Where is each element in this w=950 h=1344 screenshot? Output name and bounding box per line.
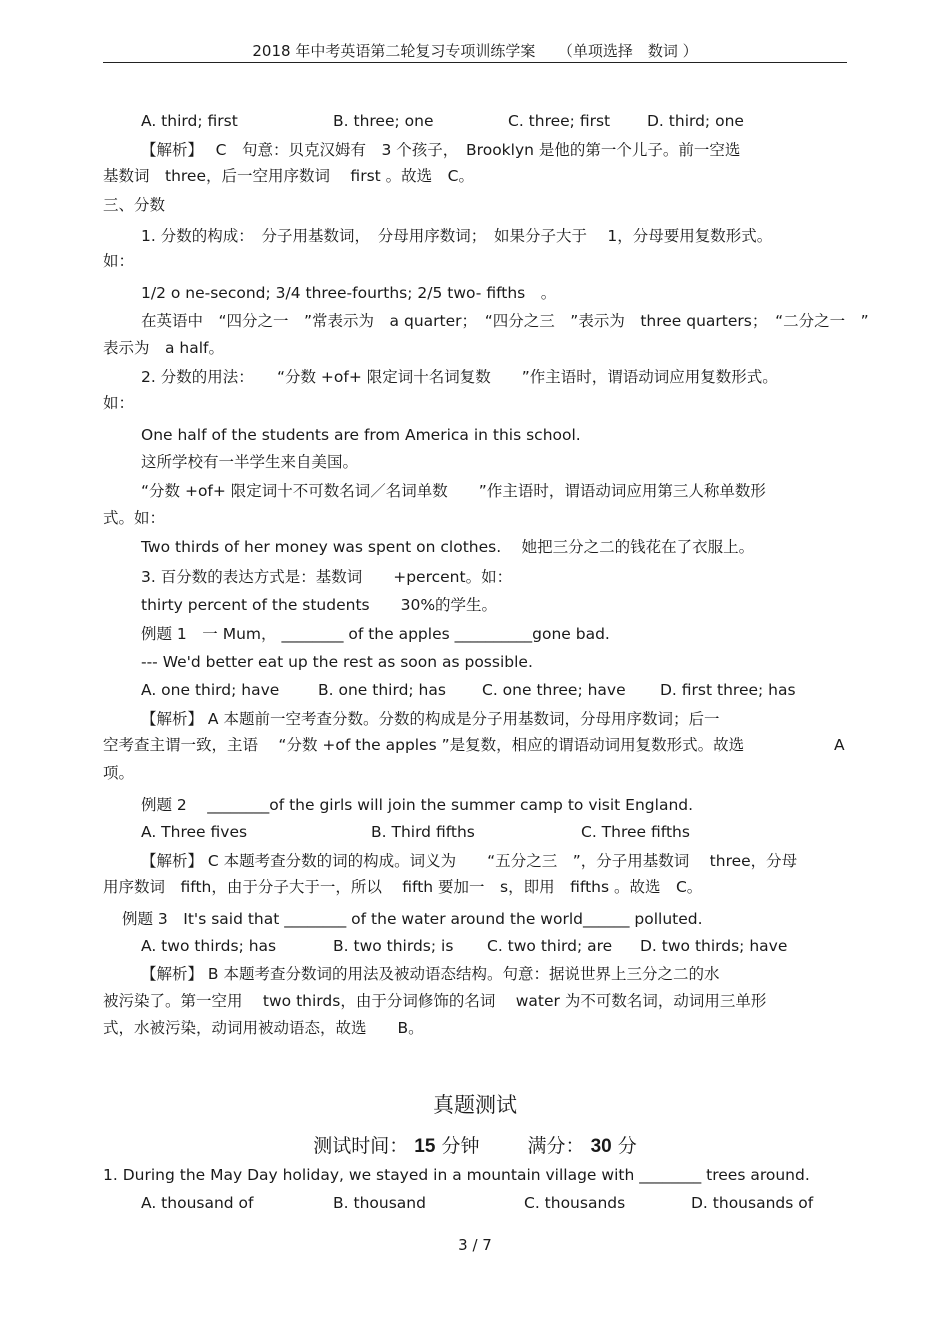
score-unit: 分	[617, 1135, 637, 1157]
example-question: 例题 3 It's said that ________ of the water around the world______ polluted.	[122, 910, 703, 928]
analysis-line: 被污染了。第一空用 two thirds，由于分词修饰的名词 water 为不可数名词，动词用三单形	[103, 992, 767, 1010]
test-time-score	[0, 1131, 950, 1158]
option-d: D. third; one	[647, 112, 744, 130]
page-header: 2018 年中考英语第二轮复习专项训练学案 （单项选择 数词 ）	[252, 42, 698, 60]
test-question: 1. During the May Day holiday, we stayed in a mountain village with ________ trees around.	[103, 1166, 810, 1184]
option-d: D. thousands of	[691, 1194, 814, 1212]
example-line: One half of the students are from America in this school.	[141, 426, 581, 444]
option-b: B. thousand	[333, 1194, 426, 1212]
example-question: 例题 1 一 Mum， ________ of the apples __________gone bad.	[141, 625, 610, 643]
analysis-line: 用序数词 fifth，由于分子大于一，所以 fifth 要加一 s，即用 fifths 。故选 C。	[103, 878, 703, 896]
option-b: B. one third; has	[318, 681, 446, 699]
example-line: 这所学校有一半学生来自美国。	[141, 453, 359, 471]
paragraph-line: 表示为 a half。	[103, 339, 225, 357]
analysis-line: 空考查主谓一致，主语 “分数 +of the apples ”是复数，相应的谓语动词用复数形式。故选	[103, 736, 745, 754]
test-title: 真题测试	[433, 1093, 517, 1117]
paragraph-line: 在英语中 “四分之一 ”常表示为 a quarter； “四分之三 ”表示为 three quarters； “二分之一 ”	[141, 312, 869, 330]
option-a: A. Three fives	[141, 823, 248, 841]
example-line: 1/2 o ne-second; 3/4 three-fourths; 2/5 two- fifths 。	[141, 284, 557, 302]
analysis-line: 式，水被污染，动词用被动语态，故选 B。	[103, 1019, 424, 1037]
paragraph-line: “分数 +of+ 限定词十不可数名词／名词单数 ”作主语时，谓语动词应用第三人称单数形	[141, 482, 766, 500]
header-divider	[103, 62, 847, 63]
option-c: C. two third; are	[487, 937, 613, 955]
example-line: thirty percent of the students 30%的学生。	[141, 596, 498, 614]
option-c: C. three; first	[508, 112, 611, 130]
section-heading: 三、分数	[103, 196, 166, 214]
analysis-line: 【解析】 C 句意：贝克汉姆有 3 个孩子， Brooklyn 是他的第一个儿子。前一空选	[141, 141, 741, 159]
example-line: Two thirds of her money was spent on clothes. 她把三分之二的钱花在了衣服上。	[141, 538, 755, 556]
analysis-line: 基数词 three，后一空用序数词 first 。故选 C。	[103, 167, 474, 185]
option-a: A. two thirds; has	[141, 937, 277, 955]
option-c: C. one three; have	[482, 681, 626, 699]
time-value: 15	[414, 1136, 436, 1157]
analysis-line: 【解析】 A 本题前一空考查分数。分数的构成是分子用基数词，分母用序数词；后一	[141, 710, 720, 728]
time-label: 测试时间：	[313, 1135, 409, 1157]
option-c: C. Three fifths	[581, 823, 690, 841]
option-a: A. thousand of	[141, 1194, 254, 1212]
option-d: D. first three; has	[660, 681, 796, 699]
example-question: 例题 2 ________of the girls will join the summer camp to visit England.	[141, 796, 694, 814]
time-unit: 分钟	[441, 1135, 480, 1157]
paragraph-line: 1. 分数的构成： 分子用基数词， 分母用序数词； 如果分子大于 1，分母要用复数形式。	[141, 227, 773, 245]
page-number: 3 / 7	[458, 1236, 492, 1254]
option-b: B. Third fifths	[371, 823, 475, 841]
option-a: A. third; first	[141, 112, 238, 130]
paragraph-line: 2. 分数的用法： “分数 +of+ 限定词十名词复数 ”作主语时，谓语动词应用复数形式。	[141, 368, 778, 386]
example-question: --- We'd better eat up the rest as soon as possible.	[141, 653, 533, 671]
option-b: B. two thirds; is	[333, 937, 454, 955]
score-label: 满分：	[527, 1135, 585, 1157]
analysis-answer: A	[834, 736, 845, 754]
analysis-line: 【解析】 C 本题考查分数的词的构成。词义为 “五分之三 ”，分子用基数词 three，分母	[141, 852, 798, 870]
option-d: D. two thirds; have	[640, 937, 788, 955]
paragraph-line: 式。如：	[103, 509, 166, 527]
analysis-line: 【解析】 B 本题考查分数词的用法及被动语态结构。句意：据说世界上三分之二的水	[141, 965, 720, 983]
option-a: A. one third; have	[141, 681, 280, 699]
analysis-line: 项。	[103, 764, 135, 782]
score-value: 30	[590, 1136, 612, 1157]
paragraph-line: 3. 百分数的表达方式是：基数词 +percent。如：	[141, 568, 513, 586]
paragraph-line: 如：	[103, 394, 135, 412]
option-c: C. thousands	[524, 1194, 626, 1212]
option-b: B. three; one	[333, 112, 434, 130]
paragraph-line: 如：	[103, 252, 135, 270]
